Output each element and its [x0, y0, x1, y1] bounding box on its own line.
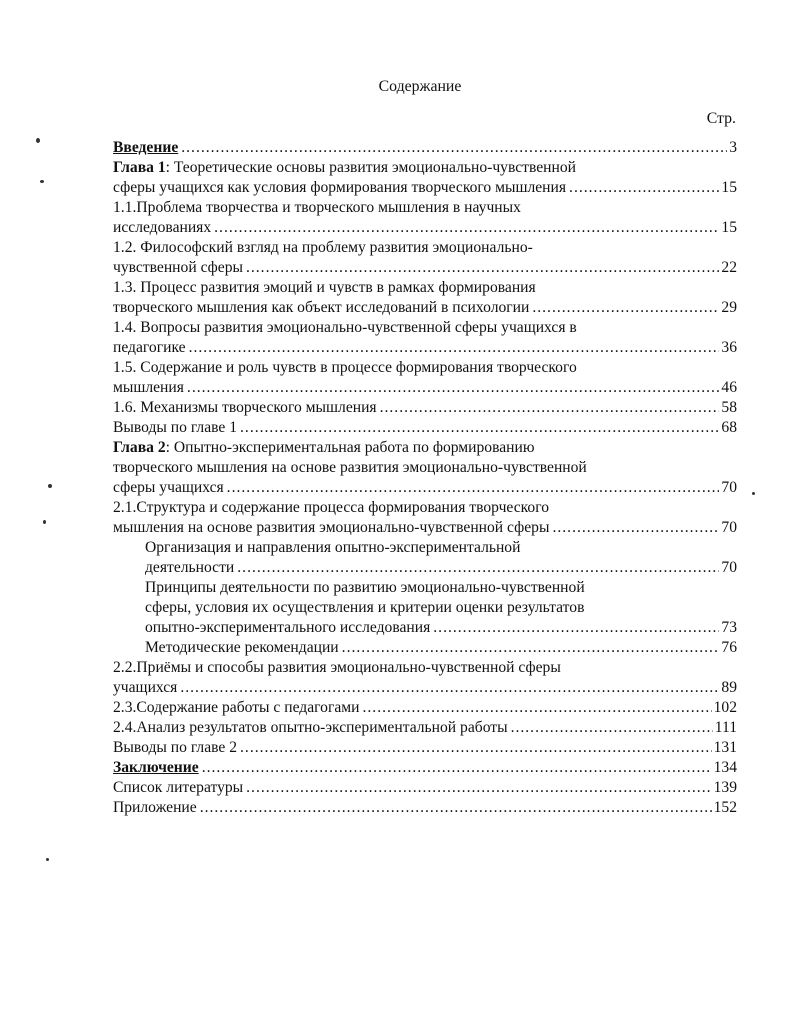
toc-entry-text: мышления на основе развития эмоционально-чувственной сферы	[113, 519, 550, 536]
toc-entry-text: 2.4.Анализ результатов опытно-экспериментальной работы	[113, 719, 508, 736]
dot-leader	[214, 218, 719, 238]
toc-line	[113, 498, 737, 518]
toc-entry-text: Введение	[113, 139, 179, 156]
toc-entry-text: Список литературы	[113, 779, 244, 796]
toc-line	[113, 338, 737, 358]
toc-page-number: 102	[713, 699, 737, 716]
toc-entry-text: Выводы по главе 1	[113, 419, 238, 436]
dot-leader	[180, 678, 719, 698]
toc-entry-text: чувственной сферы	[113, 259, 243, 276]
toc-entry-text: исследованиях	[113, 219, 212, 236]
toc-line	[145, 598, 737, 618]
dot-leader	[202, 758, 712, 778]
scan-speck	[46, 858, 49, 861]
toc-line	[145, 538, 737, 558]
scan-speck	[752, 492, 755, 495]
toc-line	[113, 478, 737, 498]
toc-entry-text: 1.3. Процесс развития эмоций и чувств в рамках формирования	[113, 279, 536, 296]
toc-entry-text: Выводы по главе 2	[113, 739, 238, 756]
toc-page-number: 15	[721, 179, 737, 196]
toc-entry	[113, 798, 737, 818]
toc-entry	[113, 198, 737, 238]
toc-page-number: 70	[721, 519, 737, 536]
dot-leader	[433, 618, 719, 638]
toc-entry-text: 1.4. Вопросы развития эмоционально-чувственной сферы учащихся в	[113, 319, 577, 336]
dot-leader	[246, 258, 719, 278]
toc-entry-text: сферы учащихся как условия формирования творческого мышления	[113, 179, 567, 196]
toc-entry-text: 1.6. Механизмы творческого мышления	[113, 399, 377, 416]
toc-entry	[113, 718, 737, 738]
dot-leader	[187, 378, 719, 398]
toc-page-number: 111	[714, 719, 737, 736]
chapter-label: Глава 1	[113, 159, 166, 176]
toc-line	[113, 318, 737, 338]
toc-entry	[113, 658, 737, 698]
toc-entry	[113, 438, 737, 498]
toc-entry-text: 1.2. Философский взгляд на проблему развития эмоционально-	[113, 239, 533, 256]
toc-line	[113, 738, 737, 758]
toc-line	[113, 278, 737, 298]
toc-entry-text: опытно-экспериментального исследования	[145, 619, 431, 636]
toc-page-number: 58	[721, 399, 737, 416]
toc-page-number: 131	[713, 739, 737, 756]
table-of-contents	[113, 138, 737, 818]
toc-entry	[113, 418, 737, 438]
toc-entry-text: Методические рекомендации	[145, 639, 339, 656]
toc-line	[113, 798, 737, 818]
toc-entry-text: сферы, условия их осуществления и критерии оценки результатов	[145, 599, 585, 616]
toc-line	[113, 378, 737, 398]
toc-page-number: 70	[721, 479, 737, 496]
dot-leader	[552, 518, 719, 538]
toc-line	[113, 398, 737, 418]
toc-entry	[113, 698, 737, 718]
toc-entry	[113, 738, 737, 758]
dot-leader	[189, 338, 720, 358]
toc-line	[113, 758, 737, 778]
dot-leader	[181, 138, 727, 158]
toc-line	[113, 358, 737, 378]
toc-line	[145, 558, 737, 578]
toc-entry-text: учащихся	[113, 679, 178, 696]
toc-entry	[113, 278, 737, 318]
toc-page-number: 3	[729, 139, 737, 156]
toc-line	[145, 618, 737, 638]
dot-leader	[240, 418, 719, 438]
toc-line	[113, 778, 737, 798]
toc-entry	[113, 318, 737, 358]
toc-line	[113, 438, 737, 458]
toc-page-number: 152	[713, 799, 737, 816]
toc-line	[113, 458, 737, 478]
toc-line	[113, 678, 737, 698]
toc-line	[113, 698, 737, 718]
dot-leader	[511, 718, 713, 738]
toc-line	[113, 258, 737, 278]
toc-entry-text: деятельности	[145, 559, 235, 576]
toc-entry-text: педагогике	[113, 339, 186, 356]
toc-line	[113, 658, 737, 678]
dot-leader	[237, 558, 719, 578]
toc-entry-text: творческого мышления как объект исследований в психологии	[113, 299, 530, 316]
toc-entry-text: 1.1.Проблема творчества и творческого мышления в научных	[113, 199, 521, 216]
scan-speck	[43, 520, 46, 524]
page-title: Содержание	[378, 78, 462, 95]
toc-entry	[113, 778, 737, 798]
toc-line	[113, 718, 737, 738]
toc-line	[113, 418, 737, 438]
toc-entry-text: 2.2.Приёмы и способы развития эмоционально-чувственной сферы	[113, 659, 561, 676]
toc-line	[113, 178, 737, 198]
toc-entry	[113, 498, 737, 538]
toc-entry-text: Заключение	[113, 759, 199, 776]
toc-page-number: 89	[721, 679, 737, 696]
dot-leader	[227, 478, 720, 498]
dot-leader	[200, 798, 712, 818]
toc-entry	[113, 638, 737, 658]
toc-entry-text: : Теоретические основы развития эмоционально-чувственной	[165, 159, 577, 176]
toc-entry-text: творческого мышления на основе развития эмоционально-чувственной	[113, 459, 587, 476]
scan-speck	[36, 138, 40, 143]
dot-leader	[380, 398, 720, 418]
toc-line	[113, 158, 737, 178]
toc-line	[113, 238, 737, 258]
toc-entry-text: Принципы деятельности по развитию эмоционально-чувственной	[145, 579, 585, 596]
toc-entry-text: 1.5. Содержание и роль чувств в процессе формирования творческого	[113, 359, 577, 376]
toc-entry-text: : Опытно-экспериментальная работа по формированию	[165, 439, 535, 456]
toc-entry	[113, 538, 737, 578]
toc-line	[113, 138, 737, 158]
toc-line	[113, 218, 737, 238]
chapter-label: Глава 2	[113, 439, 166, 456]
toc-page-number: 139	[713, 779, 737, 796]
toc-page-number: 70	[721, 559, 737, 576]
toc-page-number: 134	[713, 759, 737, 776]
toc-page-number: 68	[721, 419, 737, 436]
dot-leader	[363, 698, 712, 718]
dot-leader	[342, 638, 720, 658]
toc-entry-text: 2.3.Содержание работы с педагогами	[113, 699, 360, 716]
toc-entry	[113, 758, 737, 778]
page-column-label: Стр.	[706, 110, 736, 127]
toc-entry-text: Организация и направления опытно-экспериментальной	[145, 539, 521, 556]
toc-page-number: 29	[721, 299, 737, 316]
toc-entry-text: 2.1.Структура и содержание процесса формирования творческого	[113, 499, 550, 516]
scan-speck	[40, 180, 44, 183]
toc-line	[145, 638, 737, 658]
scan-speck	[48, 484, 52, 488]
toc-page-number: 73	[721, 619, 737, 636]
toc-line	[113, 518, 737, 538]
dot-leader	[532, 298, 719, 318]
toc-page-number: 46	[721, 379, 737, 396]
toc-entry-text: сферы учащихся	[113, 479, 224, 496]
dot-leader	[569, 178, 719, 198]
toc-page-number: 22	[721, 259, 737, 276]
toc-line	[145, 578, 737, 598]
dot-leader	[246, 778, 711, 798]
toc-page-number: 36	[721, 339, 737, 356]
toc-entry	[113, 398, 737, 418]
toc-page-number: 15	[721, 219, 737, 236]
toc-line	[113, 298, 737, 318]
toc-entry	[113, 358, 737, 398]
toc-entry-text: Приложение	[113, 799, 197, 816]
dot-leader	[240, 738, 712, 758]
toc-entry	[113, 138, 737, 158]
toc-entry	[113, 158, 737, 198]
toc-line	[113, 198, 737, 218]
toc-entry	[113, 578, 737, 638]
toc-page-number: 76	[721, 639, 737, 656]
toc-entry-text: мышления	[113, 379, 184, 396]
toc-entry	[113, 238, 737, 278]
